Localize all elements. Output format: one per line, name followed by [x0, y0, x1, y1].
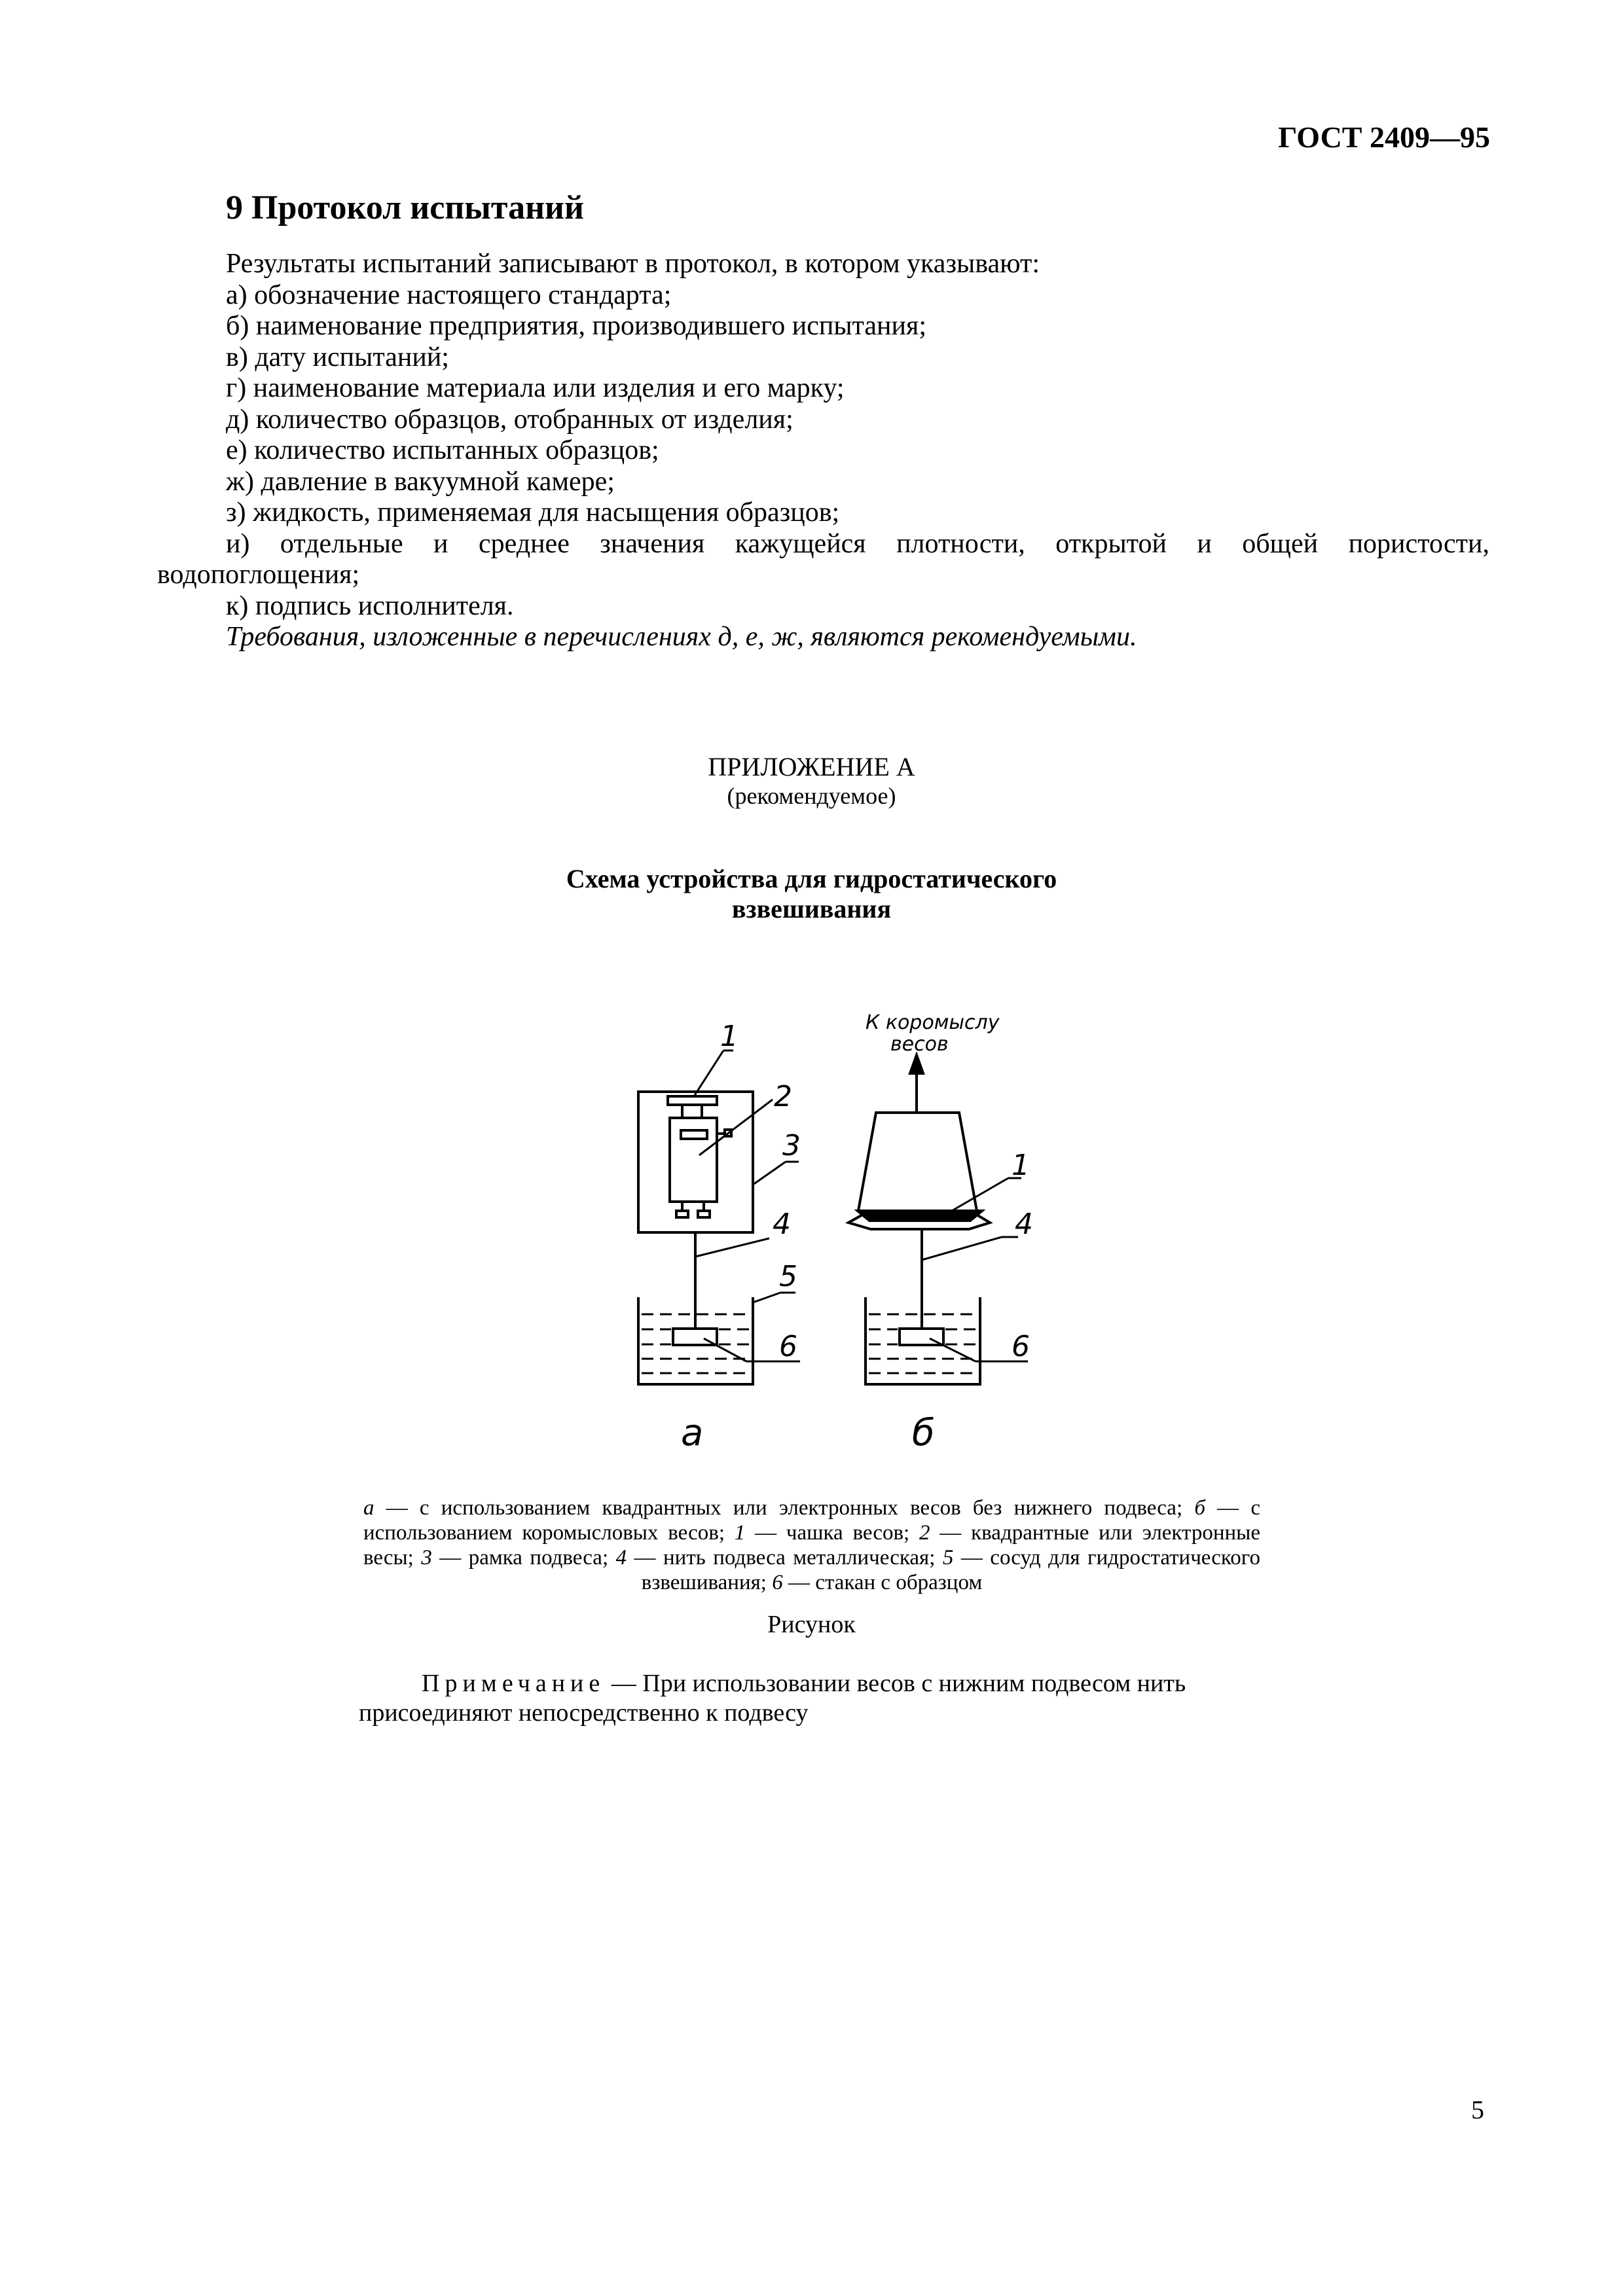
appendix-heading: ПРИЛОЖЕНИЕ А — [708, 752, 915, 781]
callout-a-6: 6 — [779, 1330, 797, 1363]
legend-key: 2 — [919, 1521, 930, 1545]
legend-text: — с использованием коромысловых весов; — [363, 1496, 1260, 1545]
italic-note: Требования, изложенные в перечислениях д, е, ж, являются рекомендуемыми. — [226, 622, 1137, 652]
legend-key: 1 — [734, 1521, 746, 1545]
list-item: з) жидкость, применяемая для насыщения образцов; — [226, 497, 840, 528]
page-number: 5 — [1471, 2095, 1484, 2125]
scale-top-bar — [668, 1096, 717, 1105]
callout-b-1: 1 — [1012, 1149, 1030, 1182]
legend-text: — рамка подвеса; — [431, 1546, 616, 1570]
callout-b-4: 4 — [1015, 1208, 1033, 1241]
callout-a-1: 1 — [720, 1020, 739, 1053]
frame-3 — [638, 1092, 753, 1232]
note-text: — При использовании весов с нижним подвесом нить присоединяют непосредственно к подвесу — [359, 1670, 1186, 1727]
scheme-label-a: а — [681, 1412, 704, 1454]
list-item: в) дату испытаний; — [226, 342, 449, 372]
legend-text: — чашка весов; — [745, 1521, 920, 1545]
list-item: и) отдельные и среднее значения кажущейся плотности, открытой и общей пористости, — [226, 528, 1489, 559]
scheme-label-b: б — [912, 1412, 935, 1454]
document-code: ГОСТ 2409—95 — [1278, 120, 1490, 154]
list-item-continuation: водопоглощения; — [157, 560, 360, 590]
legend-key: 5 — [942, 1546, 954, 1570]
list-item: д) количество образцов, отобранных от изделия; — [226, 404, 793, 435]
list-item: г) наименование материала или изделия и его марку; — [226, 373, 845, 403]
legend-key: 4 — [615, 1546, 627, 1570]
callout-b-6: 6 — [1012, 1330, 1030, 1363]
callout-a-3: 3 — [782, 1129, 801, 1162]
scale-pan-1 — [858, 1113, 977, 1211]
legend-text: — с использованием квадрантных или электронных весов без нижнего подвеса; — [374, 1496, 1183, 1520]
note-label: Примечание — [422, 1670, 606, 1697]
list-item: ж) давление в вакуумной камере; — [226, 466, 615, 497]
callout-a-2: 2 — [774, 1080, 792, 1113]
list-item: б) наименование предприятия, производившего испытания; — [226, 311, 926, 341]
list-item: к) подпись исполнителя. — [226, 590, 514, 621]
legend-key: 6 — [772, 1571, 783, 1594]
figure-legend — [363, 1496, 1260, 1595]
legend-text: — нить подвеса металлическая; — [627, 1546, 943, 1570]
body-line: Результаты испытаний записывают в протокол, в котором указывают: — [226, 249, 1040, 279]
list-item: а) обозначение настоящего стандарта; — [226, 279, 672, 310]
legend-key: 3 — [421, 1546, 432, 1570]
schema-title-line: Схема устройства для гидростатического — [566, 864, 1057, 893]
callout-a-5: 5 — [779, 1260, 797, 1293]
arrow-label-line2: весов — [890, 1033, 949, 1056]
legend-text: — квадрантные или электронные весы; — [363, 1521, 1260, 1570]
figure-caption: Рисунок — [767, 1611, 856, 1638]
legend-text: — стакан с образцом — [782, 1571, 983, 1594]
scale-display — [681, 1130, 707, 1139]
callout-a-4: 4 — [773, 1208, 791, 1241]
legend-key: б — [1194, 1496, 1205, 1520]
note — [359, 1669, 1302, 1728]
arrow-label-line1: К коромыслу — [866, 1011, 1000, 1034]
list-item: е) количество испытанных образцов; — [226, 435, 659, 465]
schema-title-line: взвешивания — [731, 894, 892, 924]
legend-key: а — [363, 1496, 374, 1520]
legend-text: — сосуд для гидростатического взвешивания; — [641, 1546, 1260, 1594]
section-title: 9 Протокол испытаний — [226, 189, 584, 226]
appendix-status: (рекомендуемое) — [727, 783, 896, 809]
